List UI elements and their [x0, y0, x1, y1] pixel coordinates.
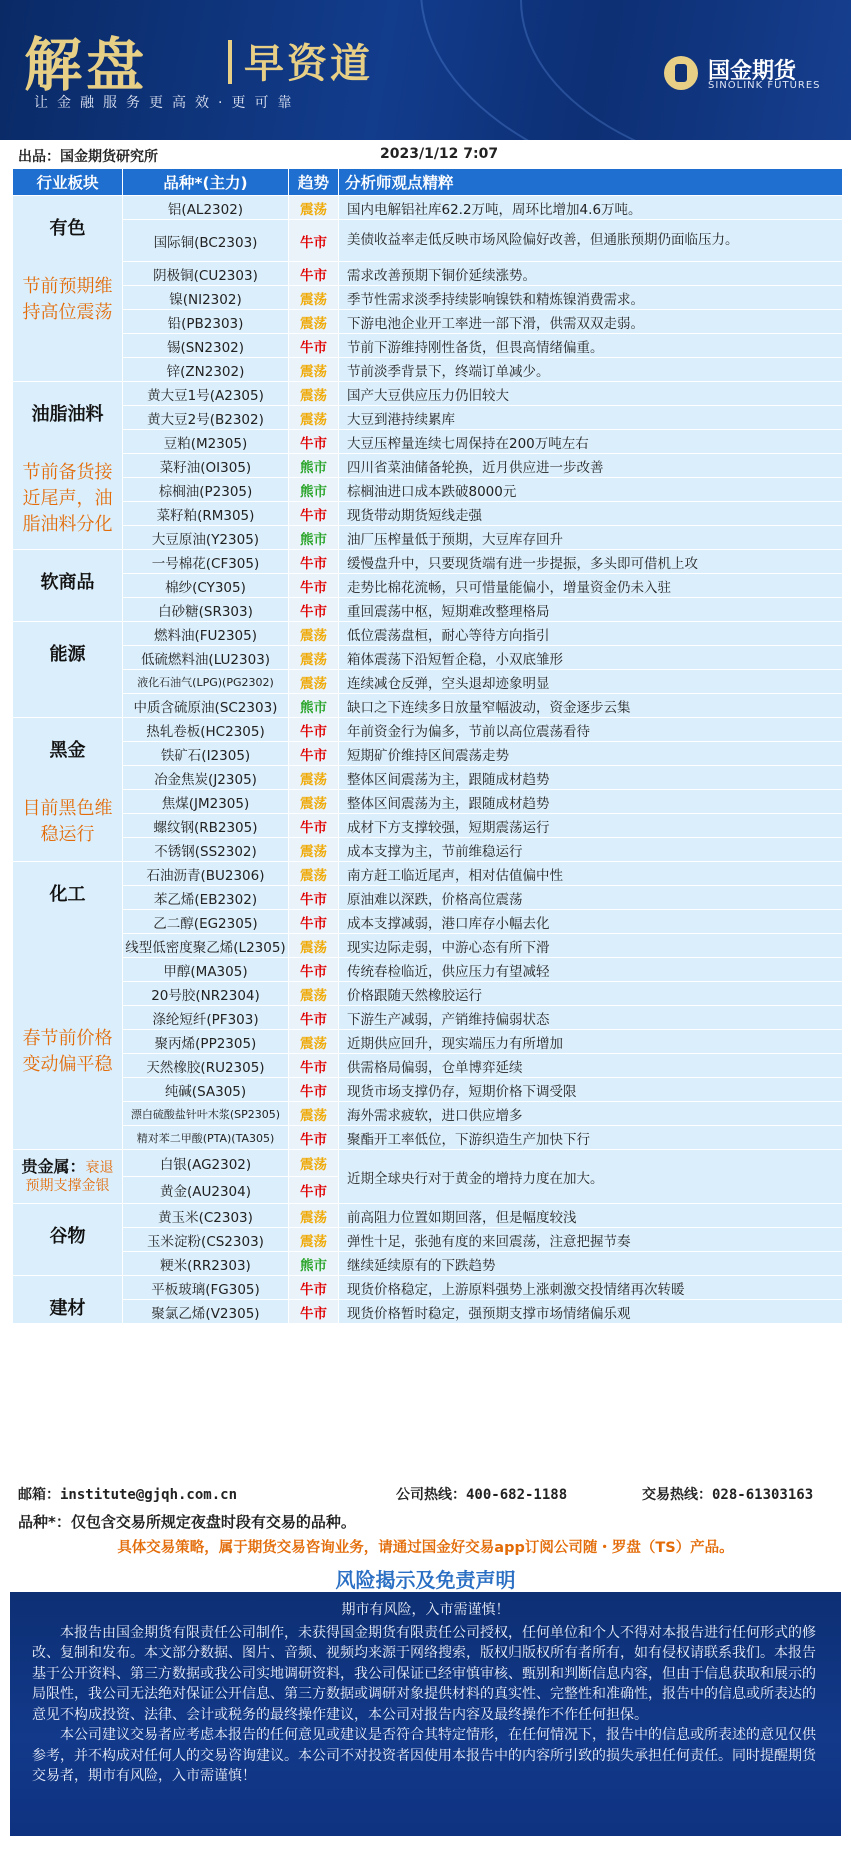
product-cell: 铝(AL2302) [123, 196, 289, 220]
trend-badge: 熊市 [289, 694, 339, 718]
analyst-view: 成本支撑为主，节前维稳运行 [339, 838, 843, 862]
contact-bar [12, 1480, 842, 1506]
table-row [13, 310, 843, 334]
product-cell: 锌(ZN2302) [123, 358, 289, 382]
product-cell: 冶金焦炭(J2305) [123, 766, 289, 790]
table-row [13, 598, 843, 622]
trend-badge: 牛市 [289, 718, 339, 742]
table-row [13, 646, 843, 670]
sector-name: 有色 [49, 218, 86, 239]
analyst-view: 连续减仓反弹，空头退却迹象明显 [339, 670, 843, 694]
sector-name: 建材 [49, 1298, 86, 1319]
product-cell: 聚氯乙烯(V2305) [123, 1300, 289, 1324]
sector-outlook: 目前黑色维稳运行 [22, 798, 113, 845]
table-row [13, 742, 843, 766]
product-cell: 菜籽油(OI305) [123, 454, 289, 478]
table-row [13, 1054, 843, 1078]
product-cell: 一号棉花(CF305) [123, 550, 289, 574]
table-body [13, 196, 843, 1324]
trend-badge: 震荡 [289, 1150, 339, 1177]
analyst-view: 需求改善预期下铜价延续涨势。 [339, 262, 843, 286]
trend-badge: 震荡 [289, 646, 339, 670]
trend-badge: 震荡 [289, 406, 339, 430]
product-cell: 聚丙烯(PP2305) [123, 1030, 289, 1054]
product-cell: 黄大豆2号(B2302) [123, 406, 289, 430]
sector-cell [13, 718, 123, 862]
sector-name: 能源 [49, 644, 86, 665]
trend-badge: 震荡 [289, 1228, 339, 1252]
trend-badge: 牛市 [289, 1054, 339, 1078]
table-row [13, 910, 843, 934]
product-cell: 粳米(RR2303) [123, 1252, 289, 1276]
sector-cell [13, 862, 123, 1150]
table-row [13, 262, 843, 286]
product-cell: 白砂糖(SR303) [123, 598, 289, 622]
analyst-view: 供需格局偏弱，仓单博弈延续 [339, 1054, 843, 1078]
trend-badge: 熊市 [289, 1252, 339, 1276]
report-meta [12, 144, 842, 166]
risk-paragraph-2: 本公司建议交易者应考虑本报告的任何意见或建议是否符合其特定情形，在任何情况下，报告中的信息或所表述的意见仅供参考，并不构成对任何人的交易咨询建议。本公司不对投资者因使用本报告中的内容所引致的损失承担任何责任。同时提醒期货交易者，期市有风险，入市需谨慎！ [32, 1727, 816, 1784]
analyst-view: 成材下方支撑较强，短期震荡运行 [339, 814, 843, 838]
trend-badge: 牛市 [289, 220, 339, 262]
trend-badge: 震荡 [289, 838, 339, 862]
table-row [13, 1228, 843, 1252]
sector-name: 黑金 [49, 740, 86, 761]
analyst-view: 现货价格稳定，上游原料强势上涨刺激交投情绪再次转暖 [339, 1276, 843, 1300]
analyst-view: 前高阻力位置如期回落，但是幅度较浅 [339, 1204, 843, 1228]
trend-badge: 牛市 [289, 334, 339, 358]
table-row [13, 1276, 843, 1300]
analyst-view: 原油难以深跌，价格高位震荡 [339, 886, 843, 910]
analyst-view: 油厂压榨量低于预期，大豆库存回升 [339, 526, 843, 550]
table-row [13, 670, 843, 694]
header-view: 分析师观点精粹 [339, 169, 843, 196]
analyst-view: 缺口之下连续多日放量窄幅波动，资金逐步云集 [339, 694, 843, 718]
product-cell: 苯乙烯(EB2302) [123, 886, 289, 910]
product-cell: 阴极铜(CU2303) [123, 262, 289, 286]
sector-cell [13, 1150, 123, 1204]
trend-badge: 震荡 [289, 1030, 339, 1054]
sector-outlook: 节前预期维持高位震荡 [22, 276, 113, 323]
table-row [13, 406, 843, 430]
analyst-view: 弹性十足，张弛有度的来回震荡，注意把握节奏 [339, 1228, 843, 1252]
table-row [13, 358, 843, 382]
analyst-view: 传统春检临近，供应压力有望减轻 [339, 958, 843, 982]
product-cell: 螺纹钢(RB2305) [123, 814, 289, 838]
table-row [13, 766, 843, 790]
strategy-note: 具体交易策略，属于期货交易咨询业务，请通过国金好交易app订阅公司随・罗盘（TS）产品。 [117, 1540, 734, 1556]
product-cell: 线型低密度聚乙烯(L2305) [123, 934, 289, 958]
table-row [13, 1078, 843, 1102]
trend-badge: 震荡 [289, 766, 339, 790]
sector-cell [13, 382, 123, 550]
company-hotline: 公司热线：400-682-1188 [396, 1487, 568, 1503]
trend-badge: 牛市 [289, 598, 339, 622]
header-product: 品种*(主力) [123, 169, 289, 196]
banner-divider [228, 40, 232, 84]
trend-badge: 震荡 [289, 1204, 339, 1228]
sector-outlook: 春节前价格变动偏平稳 [22, 1028, 113, 1075]
risk-disclaimer [10, 1592, 841, 1836]
analyst-view: 整体区间震荡为主，跟随成材趋势 [339, 766, 843, 790]
product-cell: 铁矿石(I2305) [123, 742, 289, 766]
trend-badge: 牛市 [289, 550, 339, 574]
risk-heading: 期市有风险，入市需谨慎！ [341, 1602, 510, 1618]
product-cell: 黄玉米(C2303) [123, 1204, 289, 1228]
table-row [13, 454, 843, 478]
trend-badge: 震荡 [289, 196, 339, 220]
product-cell: 漂白硫酸盐针叶木浆(SP2305) [123, 1102, 289, 1126]
table-row [13, 1150, 843, 1177]
product-cell: 燃料油(FU2305) [123, 622, 289, 646]
product-cell: 大豆原油(Y2305) [123, 526, 289, 550]
analysis-table [12, 168, 843, 1324]
analyst-view: 大豆压榨量连续七周保持在200万吨左右 [339, 430, 843, 454]
analyst-view: 成本支撑减弱，港口库存小幅去化 [339, 910, 843, 934]
table-row [13, 1300, 843, 1324]
product-cell: 镍(NI2302) [123, 286, 289, 310]
product-cell: 纯碱(SA305) [123, 1078, 289, 1102]
product-cell: 不锈钢(SS2302) [123, 838, 289, 862]
trend-badge: 震荡 [289, 1102, 339, 1126]
sector-name: 化工 [49, 884, 86, 905]
trend-badge: 震荡 [289, 670, 339, 694]
trade-hotline: 交易热线：028-61303163 [642, 1487, 814, 1503]
table-row [13, 196, 843, 220]
product-cell: 棕榈油(P2305) [123, 478, 289, 502]
product-cell: 精对苯二甲酸(PTA)(TA305) [123, 1126, 289, 1150]
trend-badge: 震荡 [289, 286, 339, 310]
table-row [13, 958, 843, 982]
trend-badge: 牛市 [289, 1300, 339, 1324]
trend-badge: 熊市 [289, 526, 339, 550]
product-cell: 菜籽粕(RM305) [123, 502, 289, 526]
product-cell: 热轧卷板(HC2305) [123, 718, 289, 742]
table-row [13, 574, 843, 598]
analyst-view: 节前下游维持刚性备货，但畏高情绪偏重。 [339, 334, 843, 358]
table-row [13, 862, 843, 886]
header-banner [0, 0, 851, 140]
trend-badge: 牛市 [289, 814, 339, 838]
analyst-view: 近期供应回升，现实端压力有所增加 [339, 1030, 843, 1054]
trend-badge: 震荡 [289, 382, 339, 406]
analyst-view: 国产大豆供应压力仍旧较大 [339, 382, 843, 406]
table-row [13, 1006, 843, 1030]
table-row [13, 718, 843, 742]
product-cell: 玉米淀粉(CS2303) [123, 1228, 289, 1252]
product-cell: 铅(PB2303) [123, 310, 289, 334]
header-trend: 趋势 [289, 169, 339, 196]
product-cell: 石油沥青(BU2306) [123, 862, 289, 886]
sector-cell [13, 1204, 123, 1276]
table-row [13, 838, 843, 862]
trend-badge: 牛市 [289, 1078, 339, 1102]
banner-title-main: 解盘 [24, 31, 149, 99]
trend-badge: 牛市 [289, 958, 339, 982]
product-cell: 涤纶短纤(PF303) [123, 1006, 289, 1030]
trend-badge: 震荡 [289, 934, 339, 958]
table-row [13, 1126, 843, 1150]
header-sector: 行业板块 [13, 169, 123, 196]
trend-badge: 牛市 [289, 1177, 339, 1204]
product-cell: 液化石油气(LPG)(PG2302) [123, 670, 289, 694]
analyst-view: 现实边际走弱，中游心态有所下滑 [339, 934, 843, 958]
analyst-view: 现货市场支撑仍存，短期价格下调受限 [339, 1078, 843, 1102]
trend-badge: 震荡 [289, 622, 339, 646]
contact-email: 邮箱：institute@gjqh.com.cn [18, 1487, 238, 1503]
trend-badge: 牛市 [289, 1276, 339, 1300]
analyst-view: 继续延续原有的下跌趋势 [339, 1252, 843, 1276]
trend-badge: 牛市 [289, 742, 339, 766]
banner-title-sub: 早资道 [244, 41, 373, 87]
trend-badge: 震荡 [289, 982, 339, 1006]
product-cell: 黄大豆1号(A2305) [123, 382, 289, 406]
sector-cell [13, 550, 123, 622]
trend-badge: 牛市 [289, 886, 339, 910]
trend-badge: 震荡 [289, 310, 339, 334]
table-row [13, 1252, 843, 1276]
table-row [13, 1030, 843, 1054]
product-cell: 平板玻璃(FG305) [123, 1276, 289, 1300]
company-name-cn: 国金期货 [708, 59, 797, 84]
trend-badge: 牛市 [289, 910, 339, 934]
trend-badge: 熊市 [289, 478, 339, 502]
analyst-view: 走势比棉花流畅，只可惜量能偏小，增量资金仍未入驻 [339, 574, 843, 598]
analyst-view: 国内电解铝社库62.2万吨，周环比增加4.6万吨。 [339, 196, 843, 220]
analyst-view: 季节性需求淡季持续影响镍铁和精炼镍消费需求。 [339, 286, 843, 310]
sector-name: 油脂油料 [31, 404, 104, 425]
analyst-view: 箱体震荡下沿短暂企稳，小双底雏形 [339, 646, 843, 670]
table-row [13, 622, 843, 646]
report-datetime: 2023/1/12 7:07 [380, 146, 499, 162]
table-row [13, 430, 843, 454]
product-cell: 低硫燃料油(LU2303) [123, 646, 289, 670]
product-cell: 白银(AG2302) [123, 1150, 289, 1177]
product-cell: 豆粕(M2305) [123, 430, 289, 454]
table-row [13, 934, 843, 958]
banner-slogan: 让金融服务更高效·更可靠 [34, 95, 301, 111]
product-cell: 棉纱(CY305) [123, 574, 289, 598]
company-logo-icon [664, 56, 698, 90]
trend-badge: 牛市 [289, 1006, 339, 1030]
sector-outlook: 节前备货接近尾声，油脂油料分化 [22, 462, 113, 535]
company-name-en: SINOLINK FUTURES [708, 80, 821, 91]
trend-badge: 牛市 [289, 502, 339, 526]
analyst-view: 下游电池企业开工率进一部下滑，供需双双走弱。 [339, 310, 843, 334]
product-note: 品种*：仅包含交易所规定夜盘时段有交易的品种。 [18, 1513, 356, 1531]
trend-badge: 牛市 [289, 574, 339, 598]
table-row [13, 502, 843, 526]
product-cell: 天然橡胶(RU2305) [123, 1054, 289, 1078]
table-row [13, 694, 843, 718]
product-cell: 20号胶(NR2304) [123, 982, 289, 1006]
table-row [13, 382, 843, 406]
analyst-view: 低位震荡盘桓，耐心等待方向指引 [339, 622, 843, 646]
table-row [13, 814, 843, 838]
table-row [13, 526, 843, 550]
product-cell: 黄金(AU2304) [123, 1177, 289, 1204]
product-cell: 国际铜(BC2303) [123, 220, 289, 262]
analyst-view: 年前资金行为偏多，节前以高位震荡看待 [339, 718, 843, 742]
trend-badge: 牛市 [289, 1126, 339, 1150]
table-row [13, 790, 843, 814]
analyst-view: 四川省菜油储备轮换，近月供应进一步改善 [339, 454, 843, 478]
analyst-view: 聚酯开工率低位，下游织造生产加快下行 [339, 1126, 843, 1150]
product-cell: 焦煤(JM2305) [123, 790, 289, 814]
trend-badge: 震荡 [289, 358, 339, 382]
trend-badge: 震荡 [289, 862, 339, 886]
analyst-view: 价格跟随天然橡胶运行 [339, 982, 843, 1006]
table-row [13, 886, 843, 910]
table-row [13, 220, 843, 262]
sector-name: 谷物 [49, 1226, 86, 1247]
table-row [13, 550, 843, 574]
analyst-view: 下游生产减弱，产销维持偏弱状态 [339, 1006, 843, 1030]
table-row [13, 286, 843, 310]
table-row [13, 1102, 843, 1126]
sector-outlook: 衰退预期支撑金银 [25, 1160, 114, 1194]
analyst-view: 近期全球央行对于黄金的增持力度在加大。 [339, 1150, 843, 1204]
product-cell: 中质含硫原油(SC2303) [123, 694, 289, 718]
sector-cell [13, 196, 123, 382]
product-cell: 甲醇(MA305) [123, 958, 289, 982]
risk-paragraph-1: 本报告由国金期货有限责任公司制作，未获得国金期货有限责任公司授权，任何单位和个人不得对本报告进行任何形式的修改、复制和发布。本文部分数据、图片、音频、视频均来源于网络搜索，版权归版权所有者所有，如有侵权请联系我们。本报告基于公开资料、第三方数据或我公司实地调研资料，我公司保证已经审慎审核、甄别和判断信息内容，但由于信息获取和展示的局限性，我公司无法绝对保证公开信息、第三方数据或调研对象提供材料的真实性、完整性和准确性，报告中的信息或所表达的意见不构成投资、法律、会计或税务的最终操作建议，本公司对报告内容及最终操作不作任何担保。 [32, 1624, 816, 1723]
sector-cell [13, 622, 123, 718]
analyst-view: 现货带动期货短线走强 [339, 502, 843, 526]
analyst-view: 重回震荡中枢，短期难改整理格局 [339, 598, 843, 622]
trend-badge: 熊市 [289, 454, 339, 478]
analyst-view: 南方赶工临近尾声，相对估值偏中性 [339, 862, 843, 886]
analyst-view: 缓慢盘升中，只要现货端有进一步提振，多头即可借机上攻 [339, 550, 843, 574]
trend-badge: 震荡 [289, 790, 339, 814]
sector-cell [13, 1276, 123, 1324]
table-row [13, 982, 843, 1006]
analyst-view: 短期矿价维持区间震荡走势 [339, 742, 843, 766]
risk-title: 风险揭示及免责声明 [335, 1568, 516, 1592]
table-row [13, 1204, 843, 1228]
analyst-view: 大豆到港持续累库 [339, 406, 843, 430]
trend-badge: 牛市 [289, 262, 339, 286]
analyst-view: 美债收益率走低反映市场风险偏好改善，但通胀预期仍面临压力。 [339, 220, 843, 262]
analyst-view: 整体区间震荡为主，跟随成材趋势 [339, 790, 843, 814]
trend-badge: 牛市 [289, 430, 339, 454]
analyst-view: 节前淡季背景下，终端订单减少。 [339, 358, 843, 382]
analyst-view: 海外需求疲软，进口供应增多 [339, 1102, 843, 1126]
table-row [13, 478, 843, 502]
sector-name: 软商品 [40, 572, 95, 593]
report-source: 出品：国金期货研究所 [18, 149, 158, 165]
sector-name: 贵金属： [21, 1157, 86, 1176]
analyst-view: 现货价格暂时稳定，强预期支撑市场情绪偏乐观 [339, 1300, 843, 1324]
analyst-view: 棕榈油进口成本跌破8000元 [339, 478, 843, 502]
product-cell: 锡(SN2302) [123, 334, 289, 358]
product-cell: 乙二醇(EG2305) [123, 910, 289, 934]
table-row [13, 334, 843, 358]
